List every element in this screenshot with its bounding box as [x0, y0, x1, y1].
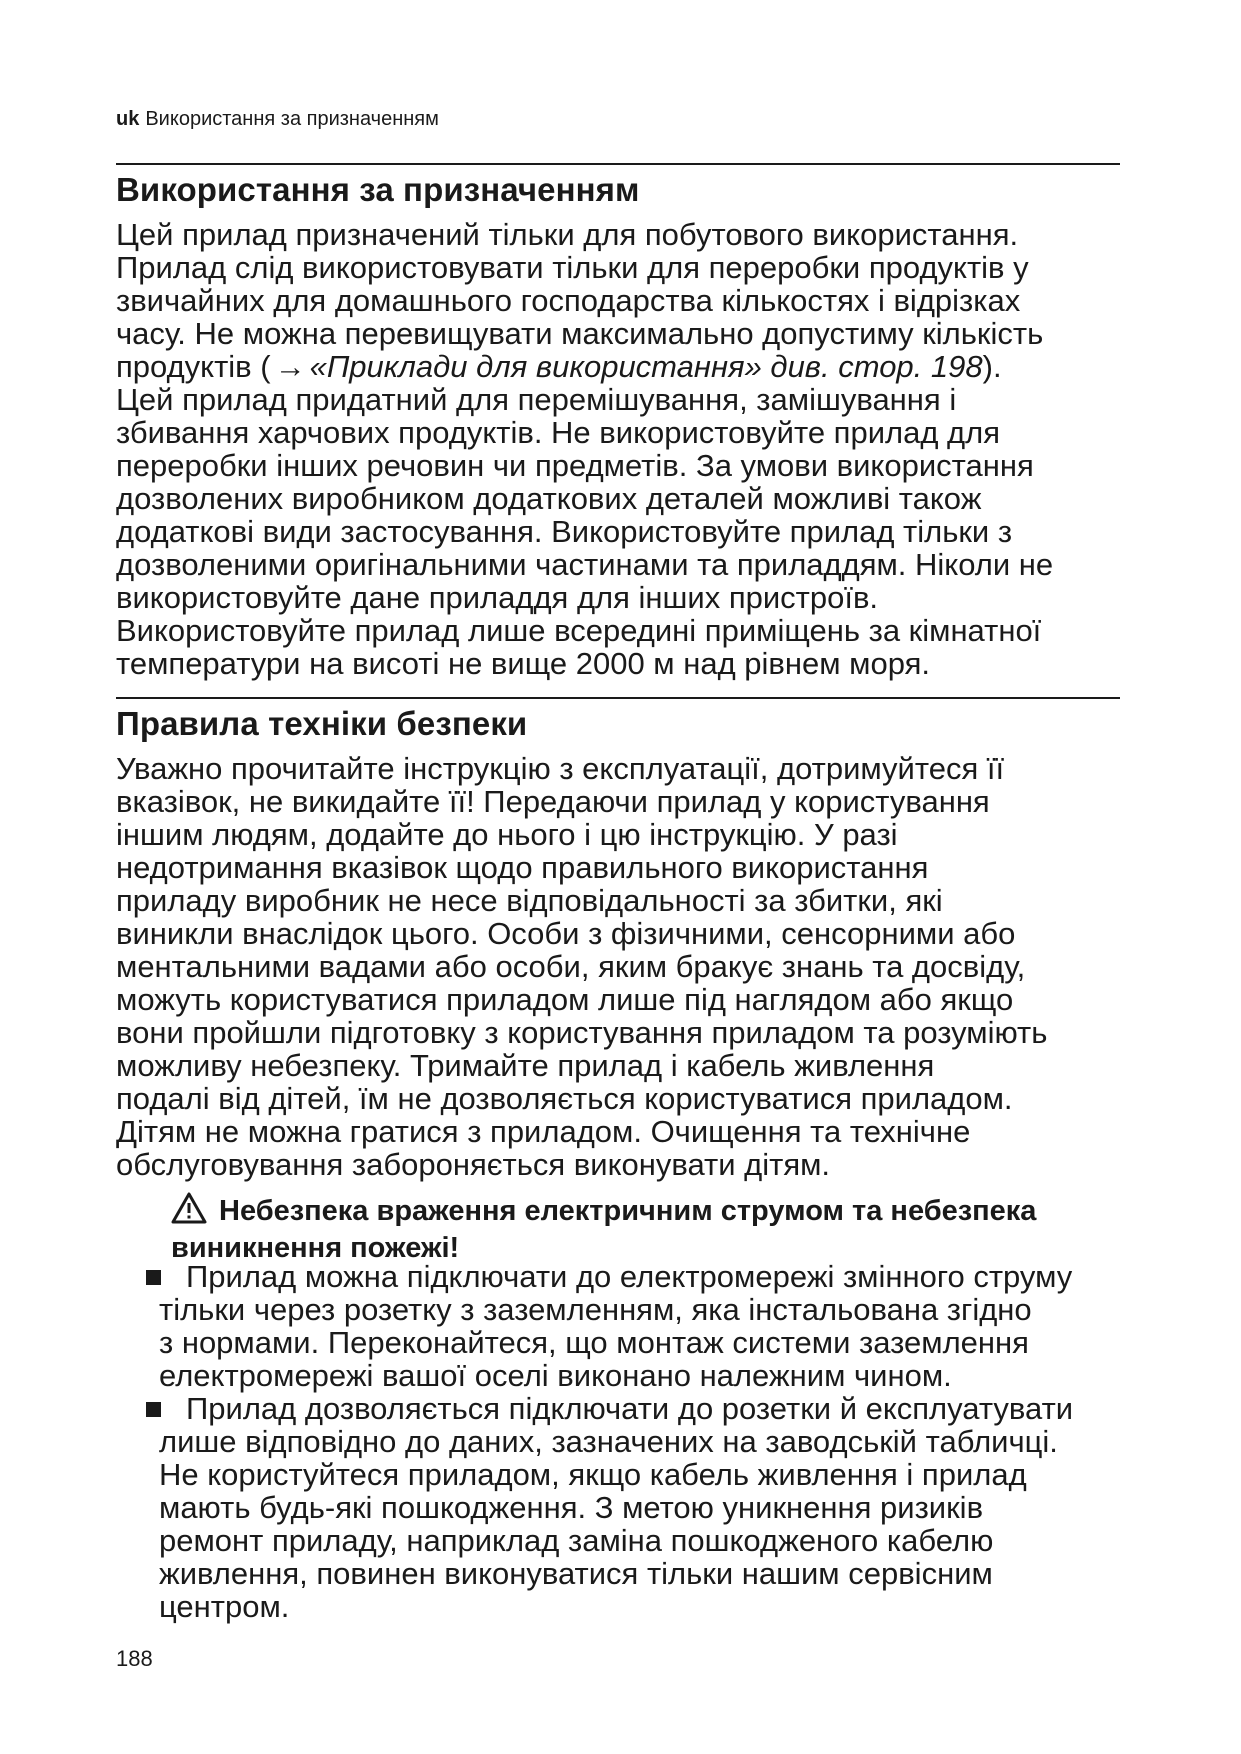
- text-line: Прилад слід використовувати тільки для переробки продуктів у: [116, 250, 1029, 285]
- page-reference-link[interactable]: «Приклади для використання» див. стор. 198: [309, 349, 983, 384]
- running-header: [116, 107, 439, 131]
- text-line: живлення, повинен виконуватися тільки нашим сервісним: [159, 1556, 993, 1591]
- text-line: недотримання вказівок щодо правильного використання: [116, 850, 929, 885]
- text-line: електромережі вашої оселі виконано належним чином.: [159, 1358, 952, 1393]
- warning-heading: [171, 1192, 1036, 1265]
- text-line: додаткові види застосування. Використовуйте прилад тільки з: [116, 514, 1013, 549]
- text-line: вказівок, не викидайте її! Передаючи прилад у користування: [116, 784, 990, 819]
- text-line: Цей прилад придатний для перемішування, замішування і: [116, 382, 957, 417]
- text-line: тільки через розетку з заземленням, яка інстальована згідно: [159, 1292, 1032, 1327]
- text-line: можливу небезпеку. Тримайте прилад і кабель живлення: [116, 1048, 935, 1083]
- text-line: можуть користуватися приладом лише під наглядом або якщо: [116, 982, 1014, 1017]
- text-line: переробки інших речовин чи предметів. За умови використання: [116, 448, 1034, 483]
- ref-prefix: продуктів (: [116, 349, 271, 384]
- bullet-square-icon: [146, 1402, 161, 1417]
- section-divider: [116, 697, 1120, 699]
- section-title-intended-use: Використання за призначенням: [116, 171, 640, 208]
- section-title-safety: Правила техніки безпеки: [116, 705, 528, 742]
- safety-paragraph: [116, 752, 1136, 1181]
- text-line: приладу виробник не несе відповідальності за збитки, які: [116, 883, 943, 918]
- text-line: використовуйте дане приладдя для інших пристроїв.: [116, 580, 879, 615]
- text-line: збивання харчових продуктів. Не використовуйте прилад для: [116, 415, 1001, 450]
- text-line: Цей прилад призначений тільки для побутового використання.: [116, 217, 1019, 252]
- section-divider: [116, 163, 1120, 165]
- text-line: обслуговування забороняється виконувати дітям.: [116, 1147, 831, 1182]
- text-line: вони пройшли підготовку з користування приладом та розуміють: [116, 1015, 1048, 1050]
- text-line: звичайних для домашнього господарства кількостях і відрізках: [116, 283, 1021, 318]
- text-line: дозволеними оригінальними частинами та приладдям. Ніколи не: [116, 547, 1054, 582]
- warning-bullet-1: [146, 1260, 1146, 1392]
- text-line-with-reference: [116, 350, 1136, 383]
- page-number: 188: [116, 1646, 153, 1671]
- text-line: ремонт приладу, наприклад заміна пошкодженого кабелю: [159, 1523, 994, 1558]
- text-line: Не користуйтеся приладом, якщо кабель живлення і прилад: [159, 1457, 1027, 1492]
- bullet-square-icon: [146, 1270, 161, 1285]
- text-line: центром.: [159, 1589, 290, 1624]
- text-line: Уважно прочитайте інструкцію з експлуатації, дотримуйтеся її: [116, 751, 1005, 786]
- intended-use-paragraph: [116, 218, 1136, 680]
- text-line: дозволених виробником додаткових деталей можливі також: [116, 481, 982, 516]
- warning-triangle-icon: [171, 1192, 207, 1232]
- text-line: часу. Не можна перевищувати максимально допустиму кількість: [116, 316, 1044, 351]
- warning-title-line: виникнення пожежі!: [171, 1232, 460, 1264]
- warning-title-line: Небезпека враження електричним струмом та небезпека: [219, 1195, 1037, 1227]
- text-line: Прилад дозволяється підключати до розетки й експлуатувати: [186, 1391, 1074, 1426]
- text-line: іншим людям, додайте до нього і цю інструкцію. У разі: [116, 817, 898, 852]
- text-line: лише відповідно до даних, зазначених на заводській табличці.: [159, 1424, 1058, 1459]
- text-line: ментальними вадами або особи, яким бракує знань та досвіду,: [116, 949, 1026, 984]
- text-line: мають будь-які пошкодження. З метою уникнення ризиків: [159, 1490, 984, 1525]
- text-line: Прилад можна підключати до електромережі змінного струму: [186, 1259, 1073, 1294]
- text-line: з нормами. Переконайтеся, що монтаж системи заземлення: [159, 1325, 1029, 1360]
- text-line: Використовуйте прилад лише всередині приміщень за кімнатної: [116, 613, 1042, 648]
- text-line: подалі від дітей, їм не дозволяється користуватися приладом.: [116, 1081, 1013, 1116]
- language-code: uk: [116, 108, 140, 130]
- text-line: виникли внаслідок цього. Особи з фізичними, сенсорними або: [116, 916, 1016, 951]
- text-line: Дітям не можна гратися з приладом. Очищення та технічне: [116, 1114, 971, 1149]
- ref-suffix: ).: [982, 349, 1002, 384]
- header-section-name: Використання за призначенням: [145, 108, 439, 130]
- arrow-right-icon: →: [274, 349, 306, 384]
- text-line: температури на висоті не вище 2000 м над рівнем моря.: [116, 646, 931, 681]
- warning-bullet-2: [146, 1392, 1146, 1623]
